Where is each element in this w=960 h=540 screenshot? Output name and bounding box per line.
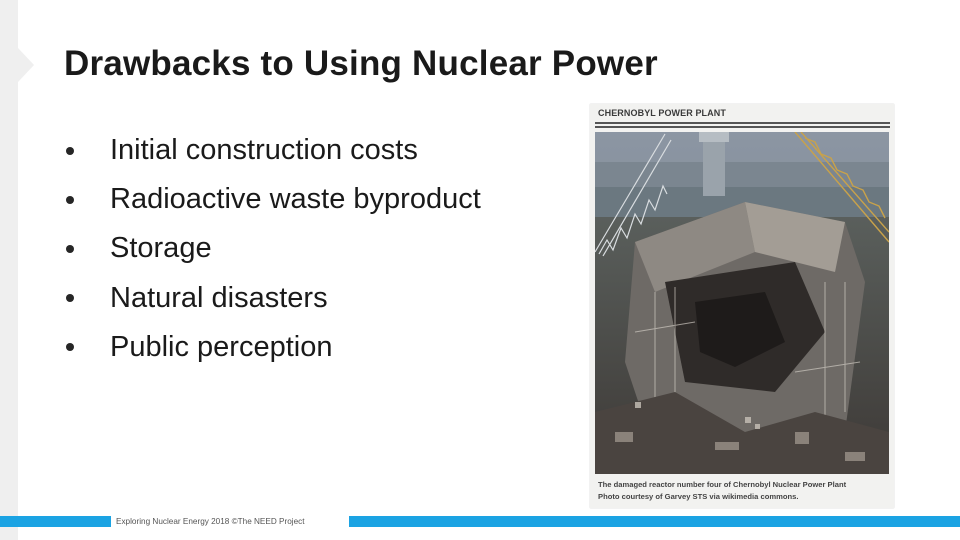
photo-credit-line: Photo courtesy of Garvey STS via wikimedia commons. [598,492,799,501]
bullet-icon [66,196,74,204]
photo-caption [598,479,890,503]
bullet-text: Natural disasters [110,281,328,314]
photo-caption-line: The damaged reactor number four of Chernobyl Nuclear Power Plant [598,480,847,489]
bullet-item [66,224,481,273]
bullet-icon [66,343,74,351]
bullet-icon [66,294,74,302]
bullet-item [66,175,481,224]
bullet-item [66,126,481,175]
left-decor-strip [0,0,18,540]
footer-accent-bar-left [0,516,111,527]
footer-text: Exploring Nuclear Energy 2018 ©The NEED Project [116,517,305,526]
bullet-list [66,126,481,372]
bullet-text: Storage [110,232,212,265]
footer-accent-bar-right [349,516,960,527]
bullet-item [66,323,481,372]
bullet-icon [66,245,74,253]
slide-title: Drawbacks to Using Nuclear Power [64,44,658,83]
bullet-item [66,274,481,323]
bullet-text: Public perception [110,330,333,363]
photo-header: CHERNOBYL POWER PLANT [598,108,726,118]
bullet-text: Initial construction costs [110,134,418,167]
reactor-photo [595,132,889,474]
photo-header-rule [595,126,890,128]
title-chevron-marker [18,48,34,82]
bullet-text: Radioactive waste byproduct [110,183,481,216]
photo-header-rule [595,122,890,124]
chernobyl-photo-card [590,104,894,508]
reactor-photo-illustration [595,132,889,474]
bullet-icon [66,147,74,155]
